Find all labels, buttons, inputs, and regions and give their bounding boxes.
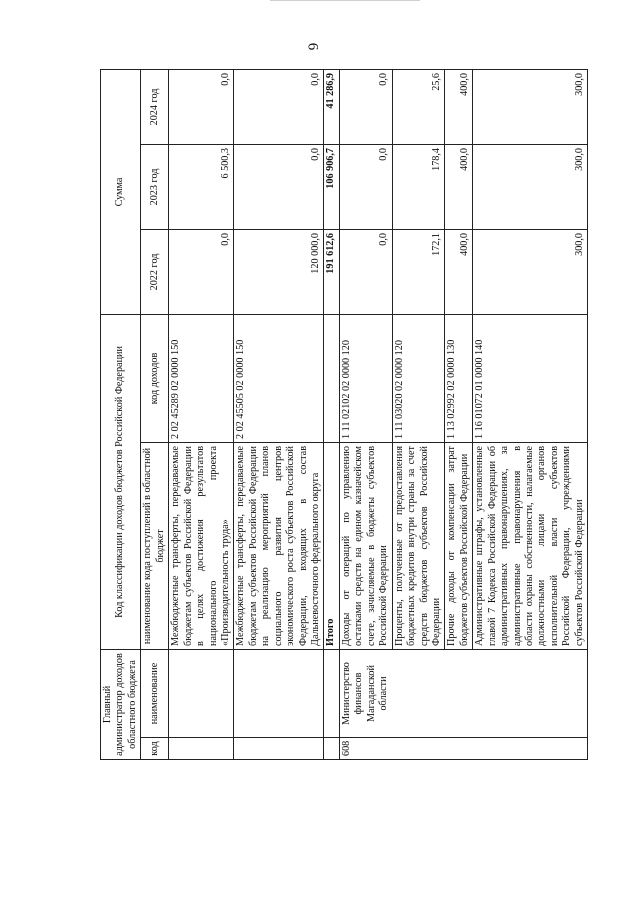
header-admin-code: код xyxy=(141,738,169,760)
value-2022: 0,0 xyxy=(339,229,392,314)
scan-edge-line xyxy=(270,0,420,1)
value-2024: 400,0 xyxy=(445,69,473,144)
income-name-cell: Административные штрафы, установленные главой 7 Кодекса Российской Федерации об административных правонарушениях, за административные правонарушения в области охраны собственности, налагаемые должностными лицами органов исполнительной власти субъектов Российской Федерации, учреждениями субъектов Российской Федерации xyxy=(473,442,588,649)
admin-name-cell: Министерство финансов Магаданской области xyxy=(339,649,587,737)
value-2023: 300,0 xyxy=(473,144,588,229)
header-year-2022: 2022 год xyxy=(141,229,169,314)
total-2022: 191 612,6 xyxy=(324,229,339,314)
header-income-name: наименование кода поступлений в областной бюджет xyxy=(141,442,169,649)
value-2022: 172,1 xyxy=(392,229,445,314)
income-name-cell: Межбюджетные трансферты, передаваемые бюджетам субъектов Российской Федерации на реализацию мероприятий планов социального развития центров экономического роста субъектов Российской Федерации, входящих в состав Дальневосточного федерального округа xyxy=(234,442,324,649)
value-2022: 0,0 xyxy=(169,229,234,314)
value-2024: 300,0 xyxy=(473,69,588,144)
total-2023: 106 906,7 xyxy=(324,144,339,229)
income-code-cell: 1 11 03020 02 0000 120 xyxy=(392,314,445,442)
admin-name-cell xyxy=(169,649,234,737)
value-2023: 6 500,3 xyxy=(169,144,234,229)
income-code-cell: 2 02 45289 02 0000 150 xyxy=(169,314,234,442)
header-admin-name: наименование xyxy=(141,649,169,737)
header-row-1 xyxy=(101,69,141,759)
table-row xyxy=(169,69,234,759)
value-2023: 0,0 xyxy=(234,144,324,229)
rotated-table-wrapper xyxy=(100,70,640,760)
table-row xyxy=(234,69,324,759)
income-name-cell: Проценты, полученные от предоставления бюджетных кредитов внутри страны за счет средств бюджетов субъектов Российской Федерации xyxy=(392,442,445,649)
income-code-cell: 1 13 02992 02 0000 130 xyxy=(445,314,473,442)
header-income-code: код доходов xyxy=(141,314,169,442)
header-sum-group: Сумма xyxy=(101,69,141,314)
value-2022: 120 000,0 xyxy=(234,229,324,314)
admin-code-cell xyxy=(234,738,324,760)
header-admin-group: Главный администратор доходов областного бюджета xyxy=(101,649,141,759)
total-2024: 41 286,9 xyxy=(324,69,339,144)
header-year-2024: 2024 год xyxy=(141,69,169,144)
value-2023: 0,0 xyxy=(339,144,392,229)
admin-name-cell xyxy=(324,649,339,737)
header-year-2023: 2023 год xyxy=(141,144,169,229)
income-name-cell: Межбюджетные трансферты, передаваемые бюджетам субъектов Российской Федерации в целях достижения результатов национального проекта «Производительность труда» xyxy=(169,442,234,649)
header-classification-group: Код классификации доходов бюджетов Российской Федерации xyxy=(101,314,141,649)
revenue-table xyxy=(100,69,588,760)
income-name-cell: Доходы от операций по управлению остатками средств на едином казначейском счете, зачисляемые в бюджеты субъектов Российской Федерации xyxy=(339,442,392,649)
value-2022: 300,0 xyxy=(473,229,588,314)
admin-name-cell xyxy=(234,649,324,737)
total-label: Итого xyxy=(324,442,339,649)
table-row xyxy=(339,69,392,759)
income-name-cell: Прочие доходы от компенсации затрат бюджетов субъектов Российской Федерации xyxy=(445,442,473,649)
value-2023: 400,0 xyxy=(445,144,473,229)
value-2024: 0,0 xyxy=(339,69,392,144)
income-code-cell xyxy=(324,314,339,442)
rotated-table-canvas xyxy=(100,70,640,760)
admin-code-cell: 608 xyxy=(339,738,587,760)
page-number: 6 xyxy=(304,42,321,51)
admin-code-cell xyxy=(324,738,339,760)
value-2024: 0,0 xyxy=(169,69,234,144)
income-code-cell: 1 16 01072 01 0000 140 xyxy=(473,314,588,442)
income-code-cell: 2 02 45505 02 0000 150 xyxy=(234,314,324,442)
value-2023: 178,4 xyxy=(392,144,445,229)
total-row xyxy=(324,69,339,759)
income-code-cell: 1 11 02102 02 0000 120 xyxy=(339,314,392,442)
value-2022: 400,0 xyxy=(445,229,473,314)
value-2024: 0,0 xyxy=(234,69,324,144)
admin-code-cell xyxy=(169,738,234,760)
value-2024: 25,6 xyxy=(392,69,445,144)
